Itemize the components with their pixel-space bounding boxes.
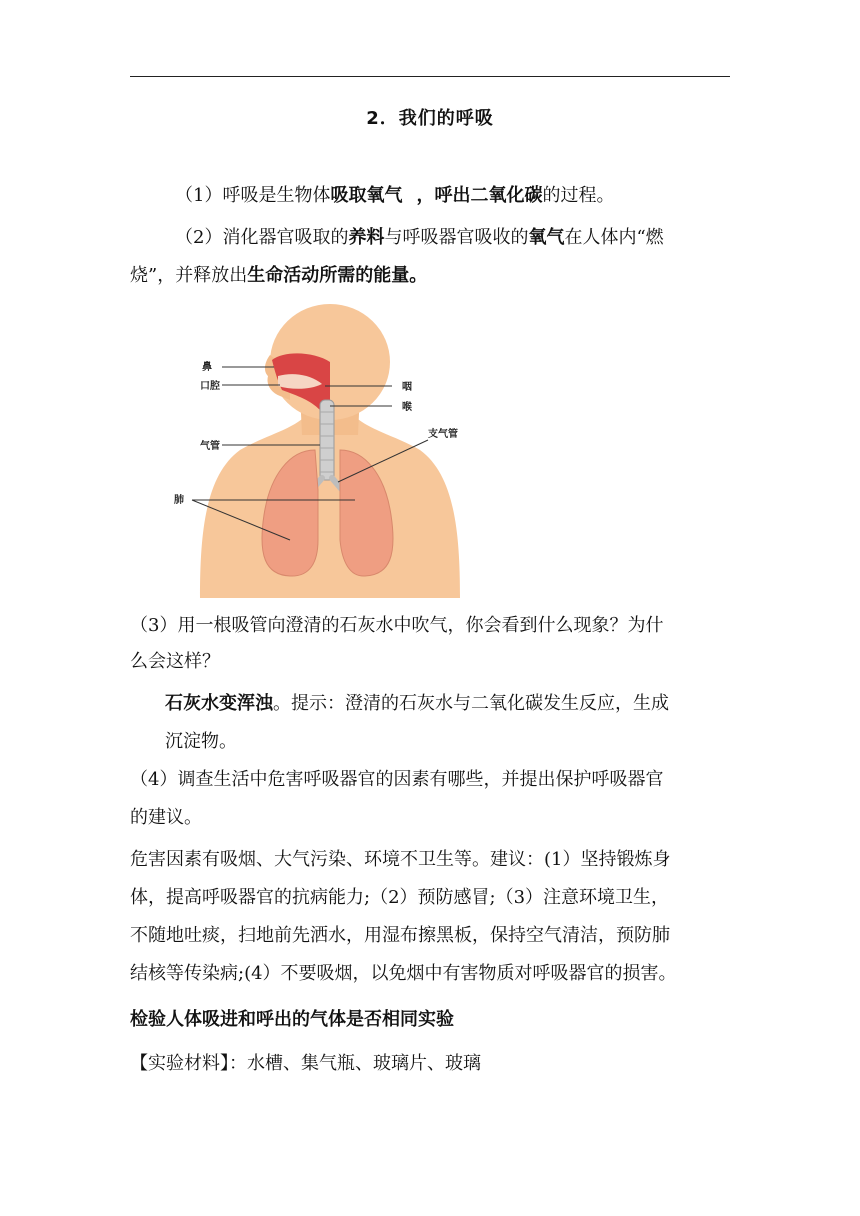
page-title: 2．我们的呼吸 (366, 108, 494, 129)
p1-prefix: （1）呼吸是生物体 (175, 185, 331, 206)
label-mouth: 口腔 (200, 381, 220, 392)
answer-4-line-1: 危害因素有吸烟、大气污染、环境不卫生等。建议：(1）坚持锻炼身 (130, 849, 671, 870)
answer-3-rest: 。提示：澄清的石灰水与二氧化碳发生反应，生成 (273, 693, 669, 714)
paragraph-2-line-2 (130, 264, 427, 288)
answer-4-line-3: 不随地吐痰，扫地前先洒水，用湿布擦黑板，保持空气清洁，预防肺 (130, 925, 670, 946)
paragraph-2-line-1 (175, 226, 664, 250)
question-4-line-1: （4）调查生活中危害呼吸器官的因素有哪些，并提出保护呼吸器官 (130, 769, 664, 790)
answer-3-line-2: 沉淀物。 (165, 731, 237, 752)
question-4-line-2: 的建议。 (130, 807, 202, 828)
label-pharynx: 咽 (402, 382, 412, 393)
label-trachea: 气管 (200, 441, 220, 452)
experiment-heading: 检验人体吸进和呼出的气体是否相同实验 (130, 1009, 454, 1030)
header-rule (130, 76, 730, 77)
p1-suffix: 的过程。 (542, 185, 615, 206)
p2-bold-oxygen: 氧气 (528, 227, 565, 248)
p2-l2-prefix: 烧”，并释放出 (130, 265, 248, 286)
p2-suffix: 在人体内“燃 (564, 227, 664, 248)
p1-bold-oxygen: 吸取氧气 (330, 185, 403, 206)
p2-mid: 与呼吸器官吸收的 (384, 227, 529, 248)
label-larynx: 喉 (402, 402, 412, 413)
respiratory-system-diagram (170, 300, 470, 598)
label-lung: 肺 (174, 495, 184, 506)
p2-bold-nutrients: 养料 (348, 227, 385, 248)
experiment-materials: 【实验材料】：水槽、集气瓶、玻璃片、玻璃 (130, 1053, 481, 1074)
question-3-line-1: （3）用一根吸管向澄清的石灰水中吹气，你会看到什么现象？为什 (130, 615, 664, 636)
p2-bold-energy: 生命活动所需的能量。 (247, 265, 428, 286)
question-3-line-2: 么会这样？ (130, 651, 220, 672)
answer-3-bold: 石灰水变浑浊 (165, 693, 273, 714)
label-bronchus: 支气管 (428, 429, 458, 440)
label-nose: 鼻 (202, 362, 212, 373)
p1-bold-co2: 呼出二氧化碳 (434, 185, 543, 206)
paragraph-1 (175, 184, 614, 208)
answer-4-line-2: 体，提高呼吸器官的抗病能力;（2）预防感冒;（3）注意环境卫生， (130, 887, 670, 908)
p1-comma: ， (416, 185, 435, 206)
answer-3-line-1 (165, 692, 669, 716)
answer-4-line-4: 结核等传染病;(4）不要吸烟，以免烟中有害物质对呼吸器官的损害。 (130, 963, 677, 984)
p2-prefix: （2）消化器官吸取的 (175, 227, 349, 248)
